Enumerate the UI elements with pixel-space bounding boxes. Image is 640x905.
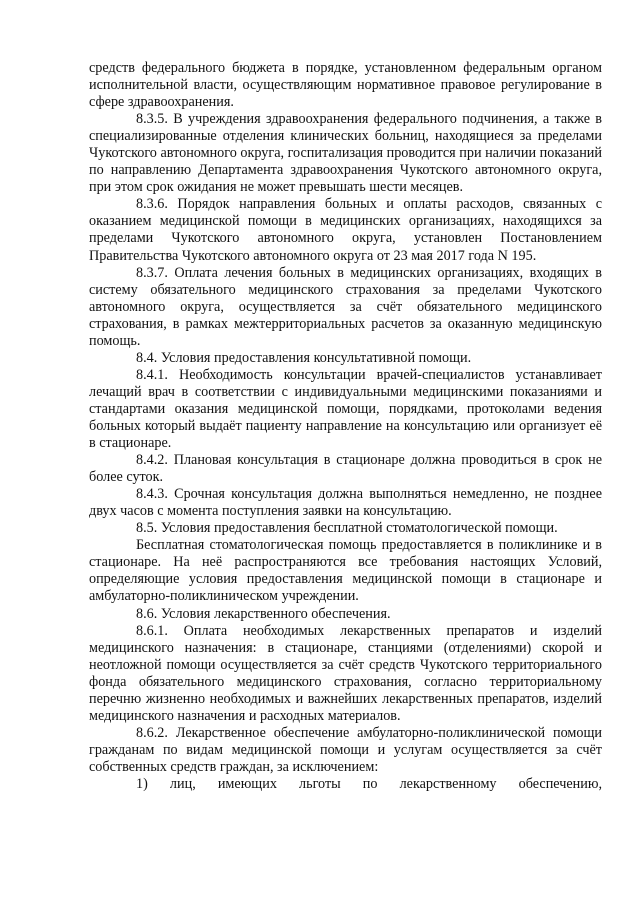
paragraph-8-4-2: 8.4.2. Плановая консультация в стационаре должна проводиться в срок не более суток. bbox=[89, 452, 602, 486]
paragraph-8-6-2: 8.6.2. Лекарственное обеспечение амбулаторно-поликлинической помощи гражданам по видам медицинской помощи и услугам осуществляется за счёт собственных средств граждан, за исключением: bbox=[89, 724, 602, 775]
list-item-1: 1) лиц, имеющих льготы по лекарственному обеспечению, bbox=[136, 775, 602, 792]
heading-8-6: 8.6. Условия лекарственного обеспечения. bbox=[136, 605, 391, 622]
document-page bbox=[89, 60, 602, 793]
paragraph-8-4-1: 8.4.1. Необходимость консультации врачей-специалистов устанавливает лечащий врач в соответствии с индивидуальными медицинскими показаниями и стандартами оказания медицинской помощи, порядками, протоколами ведения больных который выдаёт пациенту направление на консультацию или организует её в стационаре. bbox=[89, 366, 602, 452]
paragraph-8-3-5: 8.3.5. В учреждения здравоохранения федерального подчинения, а также в специализированные отделения клинических больниц, находящиеся за пределами Чукотского автономного округа, госпитализация проводится при наличии показаний по направлению Департамента здравоохранения Чукотского автономного округа, при этом срок ожидания не может превышать шести месяцев. bbox=[89, 111, 602, 196]
paragraph-dental-care: Бесплатная стоматологическая помощь предоставляется в поликлинике и в стационаре. На неё распространяются все требования настоящих Условий, определяющие условия предоставления медицинской помощи в стационаре и амбулаторно-поликлиническом учреждении. bbox=[89, 537, 602, 605]
paragraph-8-4-3: 8.4.3. Срочная консультация должна выполняться немедленно, не позднее двух часов с момента поступления заявки на консультацию. bbox=[89, 486, 602, 520]
heading-8-4: 8.4. Условия предоставления консультативной помощи. bbox=[136, 349, 472, 366]
heading-8-5: 8.5. Условия предоставления бесплатной стоматологической помощи. bbox=[136, 520, 558, 537]
paragraph-8-3-7: 8.3.7. Оплата лечения больных в медицинских организациях, входящих в систему обязательного медицинского страхования за пределами Чукотского автономного округа, осуществляется за счёт обязательного медицинского страхования, в рамках межтерриториальных расчетов за оказанную медицинскую помощь. bbox=[89, 264, 602, 349]
paragraph-8-3-6: 8.3.6. Порядок направления больных и оплаты расходов, связанных с оказанием медицинской помощи в медицинских организациях, находящихся за пределами Чукотского автономного округа, установлен Постановлением Правительства Чукотского автономного округа от 23 мая 2017 года N 195. bbox=[89, 196, 602, 264]
paragraph-8-6-1: 8.6.1. Оплата необходимых лекарственных препаратов и изделий медицинского назначения: в стационаре, станциями (отделениями) скорой и неотложной помощи осуществляется за счёт средств Чукотского территориального фонда обязательного медицинского страхования, согласно территориальному перечню жизненно необходимых и важнейших лекарственных препаратов, изделий медицинского назначения и расходных материалов. bbox=[89, 622, 602, 724]
paragraph-continuation: средств федерального бюджета в порядке, установленном федеральным органом исполнительной власти, осуществляющим нормативное правовое регулирование в сфере здравоохранения. bbox=[89, 60, 602, 111]
